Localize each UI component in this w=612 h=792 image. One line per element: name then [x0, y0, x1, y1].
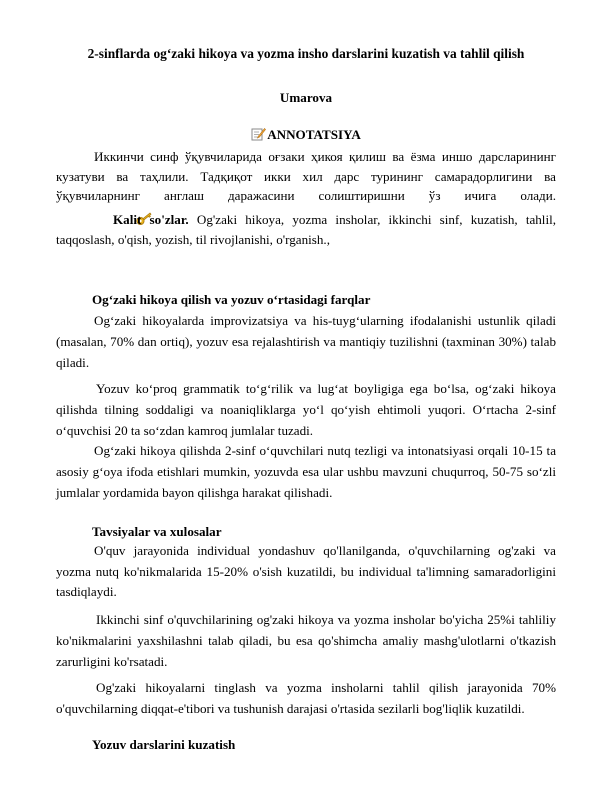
section-heading-recommendations: Tavsiyalar va xulosalar	[92, 524, 222, 539]
keywords-text: Og'zaki hikoya, yozma insholar, ikkinchi sinf, kuzatish, tahlil, taqqoslash, o'qish, yozish, til rivojlanishi, o'rganish.,	[56, 212, 556, 247]
memo-pencil-icon	[251, 127, 266, 141]
section2-paragraph-3: Og'zaki hikoyalarni tinglash va yozma insholarni tahlil qilish jarayonida 70% o'quvchilarning diqqat-e'tibori va tushunish darajasi o'rtasida sezilarli bog'liqlik kuzatildi.	[56, 680, 556, 716]
section-heading-differences: Og‘zaki hikoya qilish va yozuv o‘rtasidagi farqlar	[92, 292, 371, 307]
section1-paragraph-2: Yozuv ko‘proq grammatik to‘g‘rilik va lug‘at boyligiga ega bo‘lsa, og‘zaki hikoya qilishda tilning soddaligi va noaniqliklarga yo‘l qo‘yish ehtimoli yuqori. O‘rtacha 2-sinf o‘quvchisi 20 ta so‘zdan kamroq jumlalar tuzadi.	[56, 381, 556, 438]
section1-paragraph-3: Og‘zaki hikoya qilishda 2-sinf o‘quvchilari nutq tezligi va intonatsiyasi orqali 10-15 ta asosiy g‘oya ifoda etishlari mumkin, yozuvda esa ular ushbu mavzuni chuqurroq, 50-75 so‘zli jumlalar yordamida bayon qilishga harakat qilishadi.	[56, 443, 556, 500]
key-icon	[96, 212, 112, 226]
keywords-label: Kalit so'zlar.	[113, 212, 189, 227]
section2-paragraph-2: Ikkinchi sinf o'quvchilarining og'zaki hikoya va yozma insholar bo'yicha 25%i tahliliy ko'nikmalarini yaxshilashni talab qiladi, bu esa qo'shimcha amaliy mashg'ulotlarni o'tkazish zarurligini ko'rsatadi.	[56, 612, 556, 669]
section1-paragraph-1: Og‘zaki hikoyalarda improvizatsiya va his-tuyg‘ularning ifodalanishi ustunlik qiladi (masalan, 70% dan ortiq), yozuv esa rejalashtirish va mantiqiy tuzilishni (taxminan 30%) talab qiladi.	[56, 313, 556, 370]
section-heading-writing-lessons: Yozuv darslarini kuzatish	[92, 737, 236, 752]
annotation-text: Иккинчи синф ўқувчиларида оғзаки ҳикоя қилиш ва ёзма иншо дарсларининг кузатуви ва таҳлили. Тадқиқот икки хил дарс турининг самарадорлигини ва ўқувчиларнинг англаш даражасини солиштиришни ўз ичига олади.	[56, 149, 556, 203]
author-name: Umarova	[279, 90, 333, 105]
document-title: 2-sinflarda og‘zaki hikoya va yozma insho darslarini kuzatish va tahlil qilish	[87, 46, 525, 61]
section2-paragraph-1: O'quv jarayonida individual yondashuv qo'llanilganda, o'quvchilarning og'zaki va yozma nutq ko'nikmalarida 15-20% o'sish kuzatildi, bu individual ta'limning samaradorligini tasdiqlaydi.	[56, 543, 556, 599]
annotation-heading	[56, 125, 556, 145]
annotation-heading-text: ANNOTATSIYA	[267, 127, 361, 142]
keywords-paragraph	[56, 210, 556, 250]
